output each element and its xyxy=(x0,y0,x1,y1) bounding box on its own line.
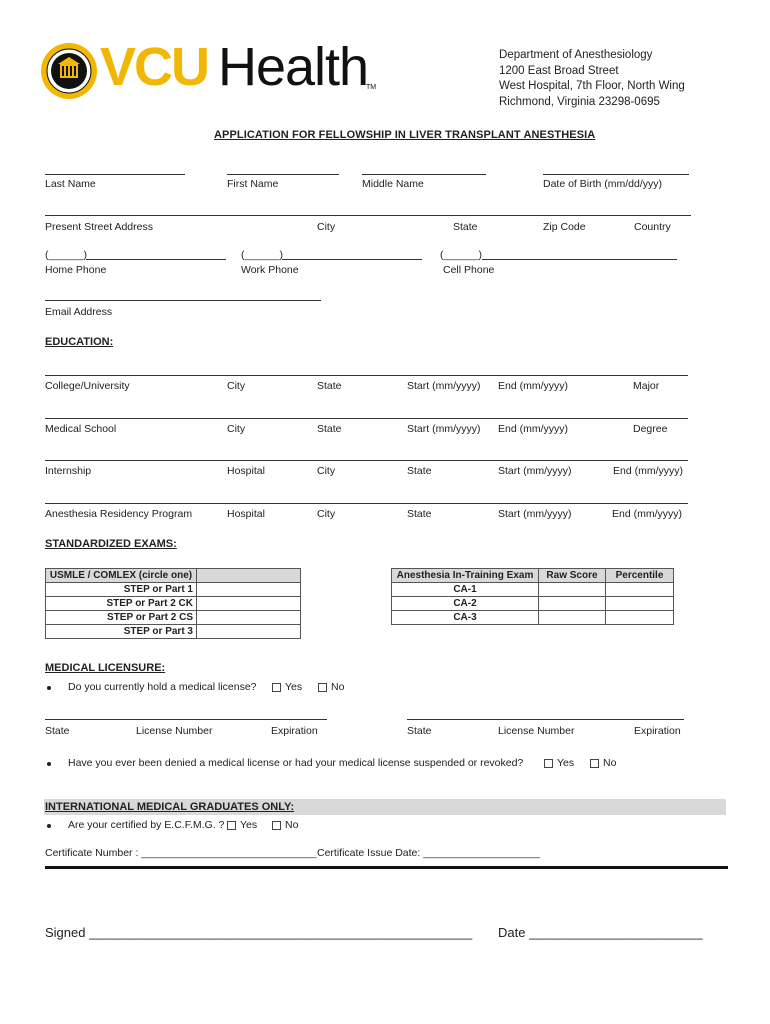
usmle-table xyxy=(45,568,301,639)
license-2-expiration-label: Expiration xyxy=(634,725,681,737)
ecfmg-question: Are your certified by E.C.F.M.G. ? xyxy=(68,819,225,831)
date-field[interactable]: Date ________________________ xyxy=(498,925,703,940)
raw-score-cell[interactable] xyxy=(539,611,606,625)
ite-header: Anesthesia In-Training Exam xyxy=(392,569,539,583)
license-no-option[interactable] xyxy=(318,681,344,693)
edu-residency-start: Start (mm/yyyy) xyxy=(498,508,572,520)
last-name-label: Last Name xyxy=(45,178,96,190)
usmle-score-cell[interactable] xyxy=(197,569,301,583)
usmle-score-cell[interactable] xyxy=(197,597,301,611)
raw-score-cell[interactable] xyxy=(539,583,606,597)
zip-label: Zip Code xyxy=(543,221,586,233)
address-line-3: West Hospital, 7th Floor, North Wing xyxy=(499,80,685,92)
license-1-expiration-label: Expiration xyxy=(271,725,318,737)
usmle-row: STEP or Part 3 xyxy=(46,625,197,639)
edu-internship-end: End (mm/yyyy) xyxy=(613,465,684,477)
middle-name-field[interactable] xyxy=(362,174,486,175)
edu-residency-state: State xyxy=(407,508,432,520)
percentile-cell[interactable] xyxy=(606,583,674,597)
bullet-icon xyxy=(47,824,51,828)
edu-internship-label: Internship xyxy=(45,465,92,477)
checkbox-icon[interactable] xyxy=(272,821,281,830)
edu-internship-city: City xyxy=(317,465,336,477)
license-1-state-label: State xyxy=(45,725,70,737)
ecfmg-yes-label: Yes xyxy=(240,819,258,831)
work-phone-field[interactable] xyxy=(282,259,422,260)
first-name-field[interactable] xyxy=(227,174,339,175)
certificate-number-field[interactable]: Certificate Number : ______________________________ xyxy=(45,847,317,859)
edu-college-start: Start (mm/yyyy) xyxy=(407,380,481,392)
dob-field[interactable] xyxy=(543,174,689,175)
ite-row: CA-2 xyxy=(392,597,539,611)
license-2-number-label: License Number xyxy=(498,725,575,737)
middle-name-label: Middle Name xyxy=(362,178,424,190)
edu-medschool-degree: Degree xyxy=(633,423,668,435)
address-line-4: Richmond, Virginia 23298-0695 xyxy=(499,95,660,108)
last-name-field[interactable] xyxy=(45,174,185,175)
ecfmg-no-option[interactable] xyxy=(272,819,298,831)
edu-college-major: Major xyxy=(633,380,660,392)
edu-internship-start: Start (mm/yyyy) xyxy=(498,465,572,477)
home-phone-field[interactable] xyxy=(86,259,226,260)
education-row-4-field[interactable] xyxy=(45,503,688,504)
section-divider xyxy=(45,866,728,869)
edu-medschool-start: Start (mm/yyyy) xyxy=(407,423,481,435)
state-label: State xyxy=(453,221,478,233)
dob-label: Date of Birth (mm/dd/yyy) xyxy=(543,178,663,190)
address-line-2: 1200 East Broad Street xyxy=(499,64,619,77)
bullet-icon xyxy=(47,686,51,690)
ite-table xyxy=(391,568,674,625)
work-phone-label: Work Phone xyxy=(241,264,299,276)
denied-no-option[interactable] xyxy=(590,757,616,769)
license-yes-label: Yes xyxy=(285,681,303,693)
exams-heading: STANDARDIZED EXAMS: xyxy=(45,538,177,550)
work-phone-prefix: (______) xyxy=(241,249,284,261)
denied-no-label: No xyxy=(603,757,617,769)
raw-score-cell[interactable] xyxy=(539,597,606,611)
email-label: Email Address xyxy=(45,306,113,318)
signature-field[interactable]: Signed _____________________________________________________ xyxy=(45,925,473,940)
edu-medschool-state: State xyxy=(317,423,342,435)
edu-college-label: College/University xyxy=(45,380,130,392)
address-line-1: Department of Anesthesiology xyxy=(499,49,653,61)
street-label: Present Street Address xyxy=(45,221,153,233)
home-phone-prefix: (______) xyxy=(45,249,88,261)
certificate-date-field[interactable]: Certificate Issue Date: ____________________ xyxy=(317,847,541,859)
edu-residency-label: Anesthesia Residency Program xyxy=(45,508,193,520)
percentile-cell[interactable] xyxy=(606,597,674,611)
ite-row: CA-3 xyxy=(392,611,539,625)
ecfmg-no-label: No xyxy=(285,819,299,831)
department-address xyxy=(499,48,685,110)
denied-yes-label: Yes xyxy=(557,757,575,769)
edu-medschool-label: Medical School xyxy=(45,423,117,435)
university-seal-icon xyxy=(40,42,98,100)
edu-internship-state: State xyxy=(407,465,432,477)
first-name-label: First Name xyxy=(227,178,279,190)
license-1-field[interactable] xyxy=(45,719,327,720)
cell-phone-label: Cell Phone xyxy=(443,264,495,276)
raw-score-header: Raw Score xyxy=(539,569,606,583)
usmle-header: USMLE / COMLEX (circle one) xyxy=(46,569,197,583)
denied-yes-option[interactable] xyxy=(544,757,574,769)
usmle-score-cell[interactable] xyxy=(197,583,301,597)
usmle-row: STEP or Part 2 CS xyxy=(46,611,197,625)
usmle-score-cell[interactable] xyxy=(197,625,301,639)
percentile-cell[interactable] xyxy=(606,611,674,625)
license-yes-option[interactable] xyxy=(272,681,302,693)
ecfmg-yes-option[interactable] xyxy=(227,819,257,831)
edu-college-city: City xyxy=(227,380,246,392)
usmle-row: STEP or Part 2 CK xyxy=(46,597,197,611)
usmle-row: STEP or Part 1 xyxy=(46,583,197,597)
license-2-state-label: State xyxy=(407,725,432,737)
edu-residency-hospital: Hospital xyxy=(227,508,265,520)
logo-vcu-text: VCU xyxy=(100,37,209,97)
street-address-field[interactable] xyxy=(45,215,691,216)
license-2-field[interactable] xyxy=(407,719,684,720)
edu-medschool-end: End (mm/yyyy) xyxy=(498,423,569,435)
img-heading: INTERNATIONAL MEDICAL GRADUATES ONLY: xyxy=(45,801,295,813)
education-row-3-field[interactable] xyxy=(45,460,688,461)
home-phone-label: Home Phone xyxy=(45,264,107,276)
country-label: Country xyxy=(634,221,671,233)
ite-row: CA-1 xyxy=(392,583,539,597)
education-heading: EDUCATION: xyxy=(45,336,114,348)
education-row-1-field[interactable] xyxy=(45,375,688,376)
bullet-icon xyxy=(47,762,51,766)
edu-college-end: End (mm/yyyy) xyxy=(498,380,569,392)
checkbox-icon[interactable] xyxy=(544,759,553,768)
usmle-score-cell[interactable] xyxy=(197,611,301,625)
license-denied-question: Have you ever been denied a medical license or had your medical license suspended or revoked? xyxy=(68,757,524,769)
vcu-health-logo xyxy=(40,37,380,102)
edu-medschool-city: City xyxy=(227,423,246,435)
license-no-label: No xyxy=(331,681,345,693)
edu-college-state: State xyxy=(317,380,342,392)
license-1-number-label: License Number xyxy=(136,725,213,737)
edu-residency-city: City xyxy=(317,508,336,520)
logo-health-text: Health xyxy=(218,37,369,97)
checkbox-icon[interactable] xyxy=(272,683,281,692)
checkbox-icon[interactable] xyxy=(318,683,327,692)
edu-internship-hospital: Hospital xyxy=(227,465,265,477)
cell-phone-prefix: (______) xyxy=(440,249,483,261)
checkbox-icon[interactable] xyxy=(590,759,599,768)
email-field[interactable] xyxy=(45,300,321,301)
education-row-2-field[interactable] xyxy=(45,418,688,419)
logo-tm: TM xyxy=(366,84,377,91)
city-label: City xyxy=(317,221,336,233)
licensure-heading: MEDICAL LICENSURE: xyxy=(45,662,166,674)
percentile-header: Percentile xyxy=(606,569,674,583)
license-question: Do you currently hold a medical license? xyxy=(68,681,257,693)
edu-residency-end: End (mm/yyyy) xyxy=(612,508,683,520)
cell-phone-field[interactable] xyxy=(482,259,677,260)
checkbox-icon[interactable] xyxy=(227,821,236,830)
form-title: APPLICATION FOR FELLOWSHIP IN LIVER TRANSPLANT ANESTHESIA xyxy=(214,129,596,141)
